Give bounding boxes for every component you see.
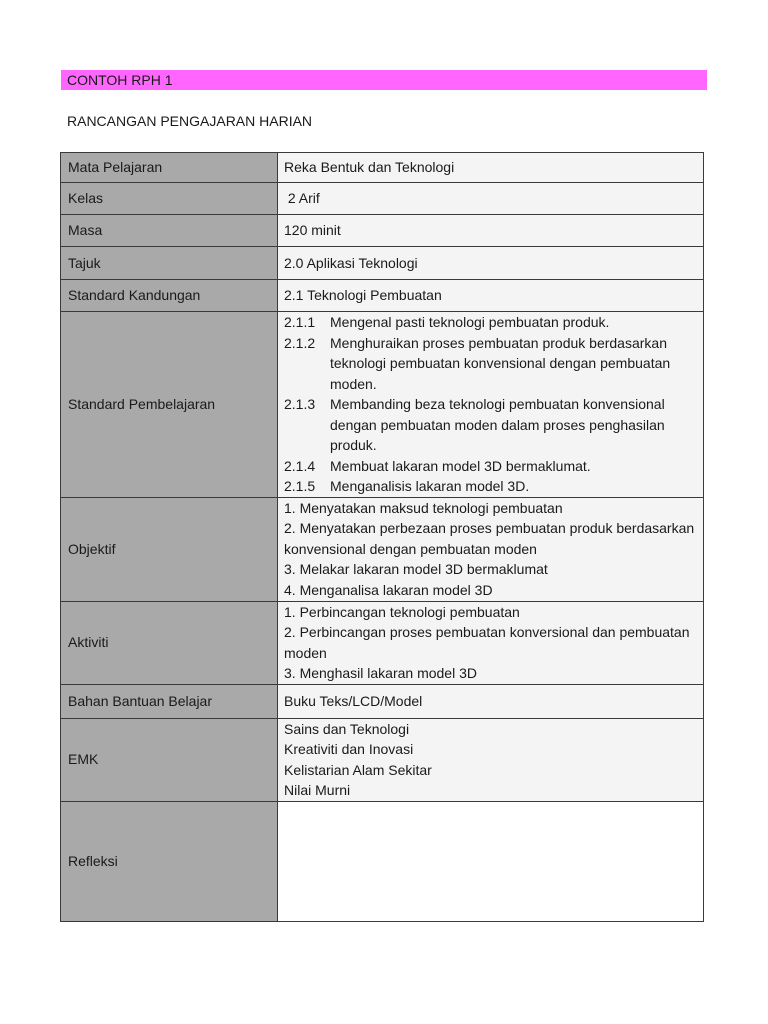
table-row [61,280,704,312]
item-number: 2.1.1 [284,314,316,330]
row-value-emk [278,718,704,801]
table-row [61,684,704,718]
emk-line: Sains dan Teknologi [284,720,410,737]
row-value-standard-pembelajaran [278,312,704,498]
list-item [284,476,697,497]
item-number: 2.1.3 [284,396,316,412]
item-number: 2.1.5 [284,478,316,494]
item-text: Membanding beza teknologi pembuatan konvensional dengan pembuatan moden dalam proses penghasilan produk. [330,396,665,453]
table-row [61,183,704,215]
table-row [61,312,704,498]
row-label-kelas: Kelas [61,183,278,215]
list-item [284,333,697,395]
table-row [61,601,704,684]
activity-line: 3. Menghasil lakaran model 3D [284,665,477,681]
row-label-mata-pelajaran: Mata Pelajaran [61,153,278,183]
row-label-tajuk: Tajuk [61,247,278,280]
row-label-bahan: Bahan Bantuan Belajar [61,684,278,718]
table-row [61,215,704,247]
activity-line: 2. Perbincangan proses pembuatan konversional dan pembuatan moden [284,624,690,661]
row-value-refleksi [278,801,704,921]
emk-line: Kelistarian Alam Sekitar [284,761,432,778]
lesson-plan-table [60,152,704,922]
item-number: 2.1.4 [284,457,316,474]
table-row [61,247,704,280]
emk-line: Kreativiti dan Inovasi [284,741,414,757]
row-label-refleksi: Refleksi [61,801,278,921]
table-row [61,153,704,183]
objective-line: 4. Menganalisa lakaran model 3D [284,581,493,598]
item-number: 2.1.2 [284,334,316,351]
objective-line: 2. Menyatakan perbezaan proses pembuatan produk berdasarkan konvensional dengan pembuatan moden [284,520,695,557]
item-text: Menganalisis lakaran model 3D. [330,478,530,494]
list-item [284,456,697,477]
item-text: Membuat lakaran model 3D bermaklumat. [330,457,591,474]
objective-line: 3. Melakar lakaran model 3D bermaklumat [284,561,548,577]
row-value-aktiviti [278,601,704,684]
row-label-objektif: Objektif [61,497,278,601]
list-item [284,394,697,456]
row-label-masa: Masa [61,215,278,247]
table-row [61,718,704,801]
row-label-standard-pembelajaran: Standard Pembelajaran [61,312,278,498]
table-row [61,801,704,921]
item-text: Mengenal pasti teknologi pembuatan produk. [330,314,610,330]
item-text: Menghuraikan proses pembuatan produk berdasarkan teknologi pembuatan konvensional dengan pembuatan moden. [330,334,671,392]
document-subtitle: RANCANGAN PENGAJARAN HARIAN [67,113,313,129]
table-row [61,497,704,601]
row-value-objektif [278,497,704,601]
row-value-kelas: 2 Arif [278,183,704,215]
list-item [284,312,697,333]
row-value-masa: 120 minit [278,215,704,247]
row-label-standard-kandungan: Standard Kandungan [61,280,278,312]
activity-line: 1. Perbincangan teknologi pembuatan [284,603,520,620]
document-banner: CONTOH RPH 1 [61,70,707,90]
row-value-tajuk: 2.0 Aplikasi Teknologi [278,247,704,280]
row-value-mata-pelajaran: Reka Bentuk dan Teknologi [278,153,704,183]
row-value-standard-kandungan: 2.1 Teknologi Pembuatan [278,280,704,312]
emk-line: Nilai Murni [284,782,351,798]
row-label-emk: EMK [61,718,278,801]
row-value-bahan: Buku Teks/LCD/Model [278,684,704,718]
row-label-aktiviti: Aktiviti [61,601,278,684]
objective-line: 1. Menyatakan maksud teknologi pembuatan [284,499,563,516]
